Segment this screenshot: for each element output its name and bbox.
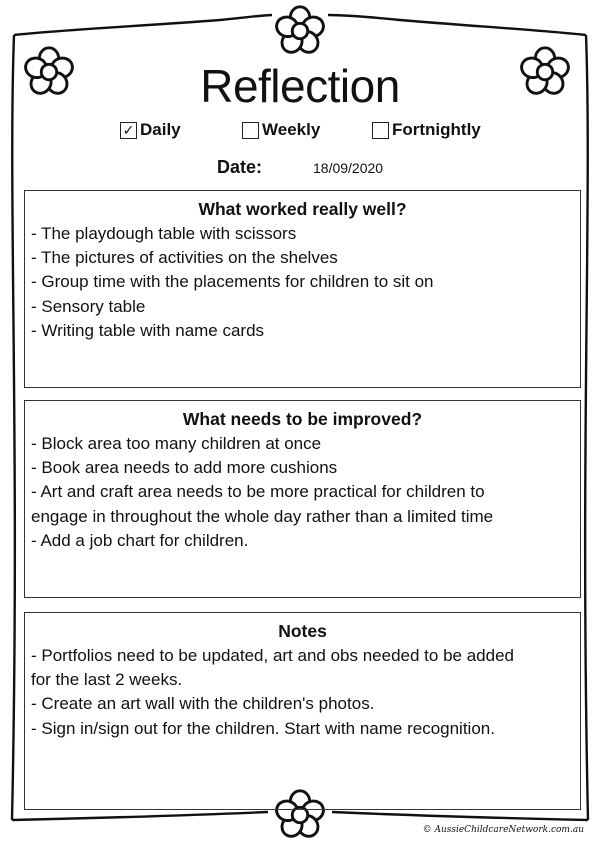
section-title: What needs to be improved?	[182, 409, 423, 429]
text-line: engage in throughout the whole day rather than a limited time	[31, 506, 494, 526]
weekly-option[interactable]	[242, 120, 320, 140]
notes-text[interactable]	[25, 644, 580, 741]
text-line: for the last 2 weeks.	[31, 670, 183, 690]
fortnightly-checkbox[interactable]	[372, 122, 389, 139]
section-title: What worked really well?	[198, 199, 407, 219]
worked-well-text[interactable]	[25, 222, 580, 343]
text-line: - Book area needs to add more cushions	[31, 458, 338, 478]
flower-icon	[271, 2, 329, 60]
text-line: - The pictures of activities on the shelves	[31, 248, 338, 268]
text-line: - Add a job chart for children.	[31, 530, 249, 550]
daily-label: Daily	[140, 120, 181, 139]
improve-section	[24, 400, 581, 598]
text-line: - Sign in/sign out for the children. Start with name recognition.	[31, 718, 495, 738]
date-label: Date:	[217, 157, 263, 177]
daily-option[interactable]	[120, 120, 181, 140]
text-line: - The playdough table with scissors	[31, 224, 297, 243]
text-line: - Create an art wall with the children's photos.	[31, 694, 375, 714]
text-line: - Writing table with name cards	[31, 320, 265, 340]
weekly-label: Weekly	[262, 120, 321, 139]
weekly-checkbox[interactable]	[242, 122, 259, 139]
date-value[interactable]: 18/09/2020	[313, 160, 384, 176]
worked-well-section	[24, 190, 581, 388]
notes-section	[24, 612, 581, 810]
fortnightly-option[interactable]	[372, 120, 481, 140]
fortnightly-label: Fortnightly	[392, 120, 481, 139]
text-line: - Group time with the placements for children to sit on	[31, 272, 434, 292]
page-title: Reflection	[200, 60, 400, 112]
improve-text[interactable]	[25, 432, 580, 553]
text-line: - Block area too many children at once	[31, 434, 322, 453]
section-title: Notes	[278, 621, 327, 641]
daily-checkbox[interactable]: ✓	[120, 122, 137, 139]
text-line: - Art and craft area needs to be more practical for children to	[31, 482, 485, 502]
text-line: - Portfolios need to be updated, art and obs needed to be added	[31, 646, 514, 665]
copyright-footer: © AussieChildcareNetwork.com.au	[422, 825, 584, 835]
text-line: - Sensory table	[31, 296, 146, 316]
